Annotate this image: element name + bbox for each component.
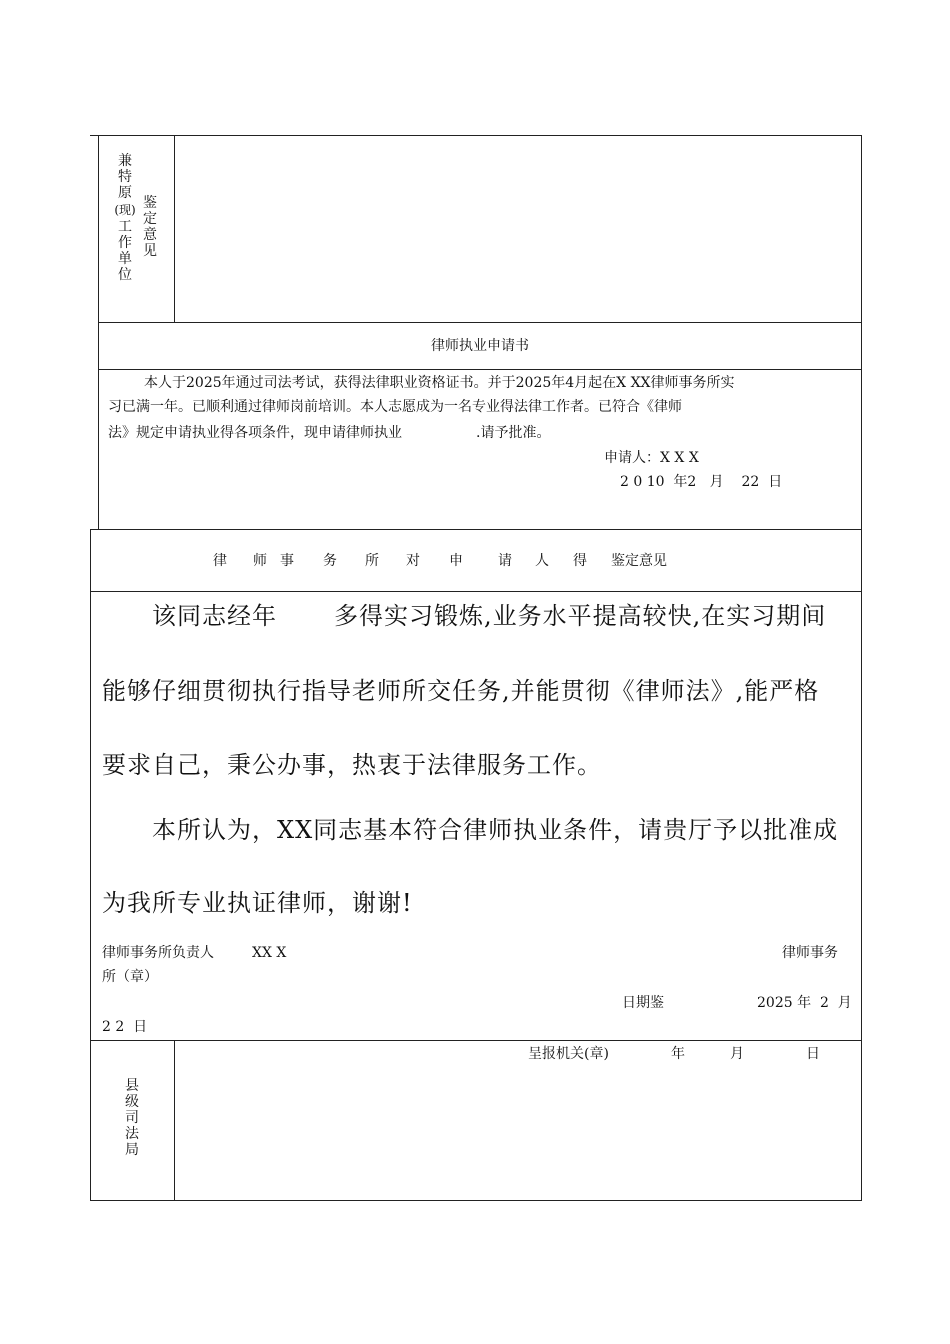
firm-para-2a: 本所认为，XX同志基本符合律师执业条件，请贵厅予以批准成 xyxy=(152,816,839,844)
border-bottom xyxy=(90,1200,862,1201)
firm-header-char: 律 xyxy=(213,553,227,569)
border-left-1 xyxy=(98,135,99,530)
divider-col-2 xyxy=(174,1040,175,1201)
firm-header-char: 事 xyxy=(280,553,294,569)
application-line-3b: .请予批准。 xyxy=(476,425,551,441)
applicant-name: 申请人：X X X xyxy=(604,450,699,466)
firm-opinion-header xyxy=(213,550,667,572)
border-row-6 xyxy=(90,1040,862,1041)
opinion-label-char: 鉴 xyxy=(143,195,157,211)
seal-label-b: 所（章） xyxy=(102,969,158,985)
county-bureau-label xyxy=(122,1078,142,1158)
work-unit-label-char: 特 xyxy=(118,169,132,185)
firm-header-char: 得 xyxy=(573,553,587,569)
firm-header-char: 师 xyxy=(253,553,267,569)
work-unit-label-char: 原 xyxy=(118,185,132,201)
firm-para-1d: 要求自己，秉公办事，热衷于法律服务工作。 xyxy=(102,751,602,779)
county-bureau-label-char: 司 xyxy=(125,1110,139,1126)
border-row-4 xyxy=(90,529,862,530)
border-row-5 xyxy=(90,591,862,592)
work-unit-label-char: 工 xyxy=(118,219,132,235)
work-unit-label-char: 作 xyxy=(118,235,132,251)
border-row-2 xyxy=(98,322,862,323)
firm-header-char: 鉴定意见 xyxy=(611,553,667,569)
opinion-label xyxy=(140,195,160,259)
firm-header-char: 人 xyxy=(535,553,549,569)
report-agency-label: 呈报机关(章) xyxy=(528,1046,609,1062)
border-row-3 xyxy=(98,369,862,370)
seal-label-a: 律师事务 xyxy=(782,945,838,961)
date-label: 日期鉴 xyxy=(622,995,664,1011)
firm-header-char: 申 xyxy=(449,553,463,569)
firm-header-char: 请 xyxy=(498,553,512,569)
work-unit-label-char: 兼 xyxy=(118,153,132,169)
border-right-1 xyxy=(861,135,862,1201)
border-tick xyxy=(90,135,98,136)
application-date: 2 0 10 年2 月 22 日 xyxy=(620,474,783,490)
border-top-1 xyxy=(98,135,862,136)
firm-header-char: 所 xyxy=(365,553,379,569)
county-bureau-label-char: 县 xyxy=(125,1078,139,1094)
firm-para-2b: 为我所专业执证律师，谢谢! xyxy=(102,889,413,917)
opinion-label-char: 意 xyxy=(143,227,157,243)
divider-col-1 xyxy=(174,135,175,322)
work-unit-label xyxy=(115,153,135,283)
report-day: 日 xyxy=(806,1046,820,1062)
opinion-label-char: 定 xyxy=(143,211,157,227)
firm-para-1b: 多得实习锻炼,业务水平提高较快,在实习期间 xyxy=(334,602,827,630)
application-line-1: 本人于2025年通过司法考试，获得法律职业资格证书。并于2025年4月起在X XX律师事务所实 xyxy=(144,375,735,391)
work-unit-label-char: 位 xyxy=(118,267,132,283)
signer-label: 律师事务所负责人 xyxy=(102,945,214,961)
firm-header-char: 对 xyxy=(406,553,420,569)
firm-header-char: 务 xyxy=(323,553,337,569)
firm-para-1a: 该同志经年 xyxy=(152,602,277,630)
signer-name: XX X xyxy=(252,945,287,961)
work-unit-label-char: 单 xyxy=(118,251,132,267)
application-line-2: 习已满一年。已顺利通过律师岗前培训。本人志愿成为一名专业得法律工作者。已符合《律师 xyxy=(108,399,682,415)
county-bureau-label-char: 局 xyxy=(125,1142,139,1158)
county-bureau-label-char: 级 xyxy=(125,1094,139,1110)
application-header: 律师执业申请书 xyxy=(431,338,529,354)
application-line-3a: 法》规定申请执业得各项条件，现申请律师执业 xyxy=(108,425,402,441)
report-year: 年 xyxy=(671,1046,685,1062)
date-value: 2025 年 2 月 xyxy=(757,995,852,1011)
county-bureau-label-char: 法 xyxy=(125,1126,139,1142)
opinion-label-char: 见 xyxy=(143,243,157,259)
report-month: 月 xyxy=(730,1046,744,1062)
date-day: 2 2 日 xyxy=(102,1019,148,1035)
work-unit-label-char: (现) xyxy=(114,203,136,217)
border-left-2 xyxy=(90,529,91,1201)
firm-para-1c: 能够仔细贯彻执行指导老师所交任务,并能贯彻《律师法》,能严格 xyxy=(102,677,820,705)
